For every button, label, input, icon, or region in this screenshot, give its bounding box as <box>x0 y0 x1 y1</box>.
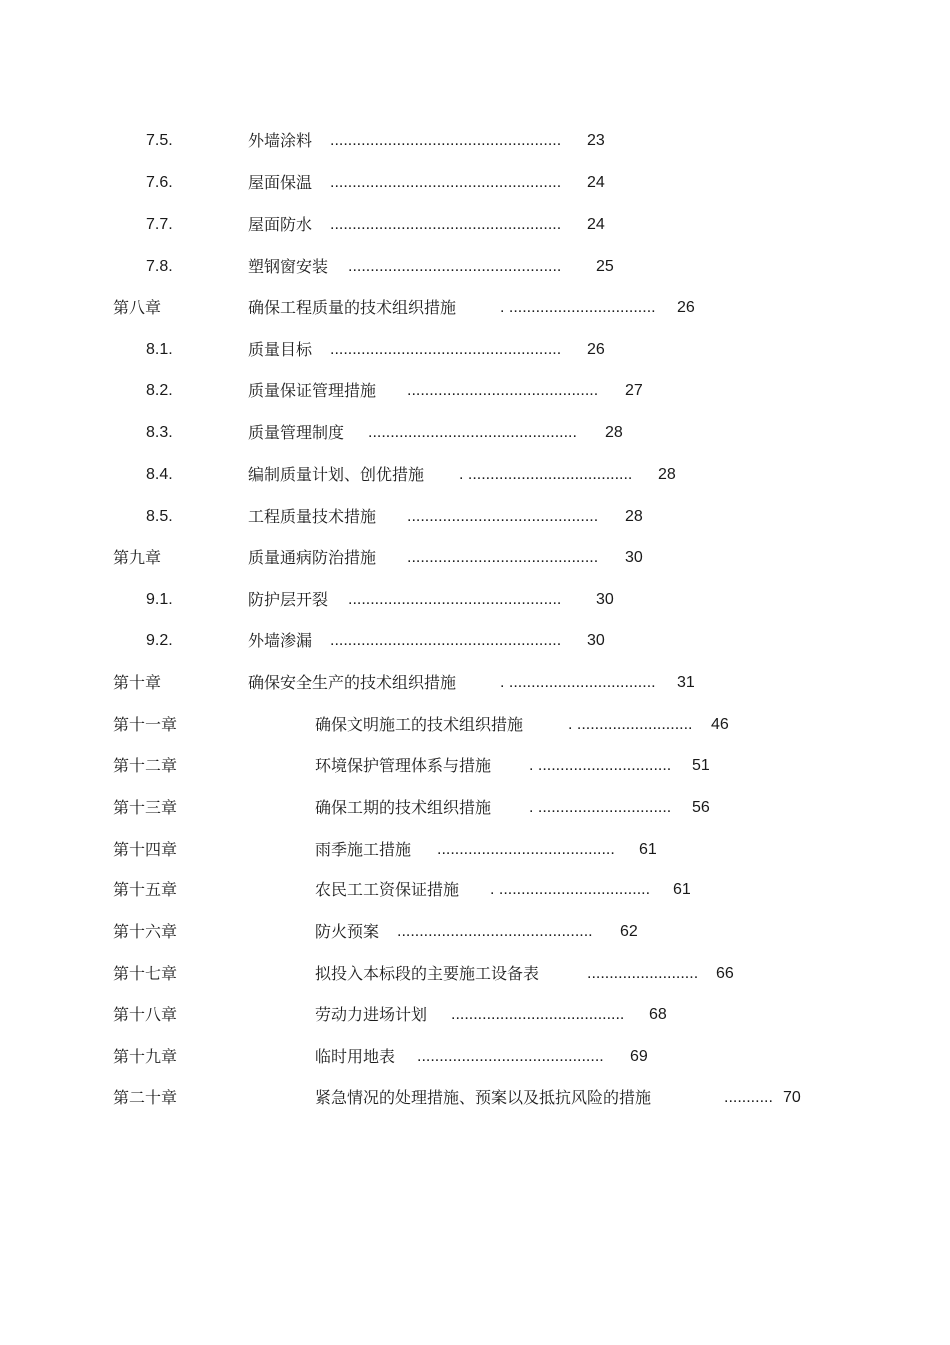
toc-title: 环境保护管理体系与措施 <box>315 756 492 775</box>
toc-page-number: 28 <box>658 466 676 483</box>
toc-page-number: 51 <box>692 757 710 774</box>
toc-number: 9.1. <box>146 591 173 608</box>
toc-number: 第十七章 <box>113 964 178 983</box>
toc-page-number: 61 <box>673 881 691 898</box>
toc-title: 临时用地表 <box>315 1047 396 1066</box>
toc-title: 农民工工资保证措施 <box>315 880 460 899</box>
toc-title: 确保安全生产的技术组织措施 <box>248 673 457 692</box>
toc-title: 质量目标 <box>248 340 313 359</box>
toc-leader: . .............................. <box>529 757 672 774</box>
toc-page-number: 69 <box>630 1048 648 1065</box>
toc-page-number: 30 <box>596 591 614 608</box>
toc-leader: .......................................... <box>417 1048 604 1065</box>
toc-page-number: 30 <box>587 632 605 649</box>
toc-page-number: 46 <box>711 716 729 733</box>
toc-title: 确保工期的技术组织措施 <box>315 798 492 817</box>
toc-number: 第十五章 <box>113 880 178 899</box>
toc-number: 第十一章 <box>113 715 178 734</box>
toc-number: 第十二章 <box>113 756 178 775</box>
toc-title: 屋面防水 <box>248 215 313 234</box>
toc-number: 第十四章 <box>113 840 178 859</box>
toc-leader: ........................................ <box>437 841 615 858</box>
toc-page-number: 56 <box>692 799 710 816</box>
toc-leader: . ..................................... <box>459 466 633 483</box>
toc-leader: .................................................... <box>330 132 562 149</box>
toc-leader: .................................................... <box>330 632 562 649</box>
toc-title: 防护层开裂 <box>248 590 329 609</box>
toc-leader: ......................... <box>587 965 699 982</box>
toc-number: 第十九章 <box>113 1047 178 1066</box>
toc-leader: ................................................ <box>348 591 562 608</box>
toc-leader: ........... <box>724 1089 773 1106</box>
toc-number: 第二十章 <box>113 1088 178 1107</box>
toc-title: 确保文明施工的技术组织措施 <box>315 715 524 734</box>
toc-number: 8.2. <box>146 382 173 399</box>
toc-title: 质量通病防治措施 <box>248 548 377 567</box>
toc-number: 8.3. <box>146 424 173 441</box>
toc-title: 质量管理制度 <box>248 423 345 442</box>
toc-page-number: 62 <box>620 923 638 940</box>
toc-page-number: 23 <box>587 132 605 149</box>
toc-number: 第十八章 <box>113 1005 178 1024</box>
toc-title: 编制质量计划、创优措施 <box>248 465 425 484</box>
toc-number: 第十六章 <box>113 922 178 941</box>
toc-number: 第八章 <box>113 298 162 317</box>
toc-leader: .................................................... <box>330 216 562 233</box>
toc-page-number: 28 <box>605 424 623 441</box>
toc-leader: . .............................. <box>529 799 672 816</box>
toc-page-number: 70 <box>783 1089 801 1106</box>
toc-title: 防火预案 <box>315 922 380 941</box>
toc-leader: ........................................... <box>407 382 599 399</box>
toc-number: 第九章 <box>113 548 162 567</box>
toc-leader: ............................................ <box>397 923 593 940</box>
toc-number: 7.6. <box>146 174 173 191</box>
toc-number: 8.4. <box>146 466 173 483</box>
toc-page-number: 68 <box>649 1006 667 1023</box>
toc-leader: ................................................ <box>348 258 562 275</box>
toc-number: 8.5. <box>146 508 173 525</box>
toc-leader: . ................................. <box>500 674 656 691</box>
toc-leader: . .................................. <box>490 881 651 898</box>
toc-title: 劳动力进场计划 <box>315 1005 428 1024</box>
toc-page-number: 24 <box>587 174 605 191</box>
toc-leader: . ................................. <box>500 299 656 316</box>
toc-number: 第十三章 <box>113 798 178 817</box>
toc-leader: ........................................... <box>407 508 599 525</box>
toc-leader: ....................................... <box>451 1006 625 1023</box>
toc-title: 拟投入本标段的主要施工设备表 <box>315 964 540 983</box>
toc-page-number: 26 <box>677 299 695 316</box>
toc-title: 工程质量技术措施 <box>248 507 377 526</box>
toc-title: 外墙渗漏 <box>248 631 313 650</box>
toc-title: 屋面保温 <box>248 173 313 192</box>
toc-title: 紧急情况的处理措施、预案以及抵抗风险的措施 <box>315 1088 652 1107</box>
toc-page-number: 24 <box>587 216 605 233</box>
toc-title: 确保工程质量的技术组织措施 <box>248 298 457 317</box>
toc-number: 7.5. <box>146 132 173 149</box>
toc-title: 外墙涂料 <box>248 131 313 150</box>
toc-number: 第十章 <box>113 673 162 692</box>
toc-leader: ........................................... <box>407 549 599 566</box>
toc-page-number: 61 <box>639 841 657 858</box>
toc-leader: .................................................... <box>330 341 562 358</box>
toc-leader: .................................................... <box>330 174 562 191</box>
toc-number: 7.8. <box>146 258 173 275</box>
toc-number: 7.7. <box>146 216 173 233</box>
toc-page-number: 25 <box>596 258 614 275</box>
toc-number: 9.2. <box>146 632 173 649</box>
toc-title: 塑钢窗安装 <box>248 257 329 276</box>
toc-number: 8.1. <box>146 341 173 358</box>
toc-page-number: 30 <box>625 549 643 566</box>
toc-page-number: 31 <box>677 674 695 691</box>
toc-title: 质量保证管理措施 <box>248 381 377 400</box>
toc-page-number: 26 <box>587 341 605 358</box>
toc-title: 雨季施工措施 <box>315 840 412 859</box>
toc-page-number: 27 <box>625 382 643 399</box>
toc-leader: . .......................... <box>568 716 693 733</box>
toc-page-number: 66 <box>716 965 734 982</box>
toc-page-number: 28 <box>625 508 643 525</box>
toc-leader: ............................................... <box>368 424 577 441</box>
